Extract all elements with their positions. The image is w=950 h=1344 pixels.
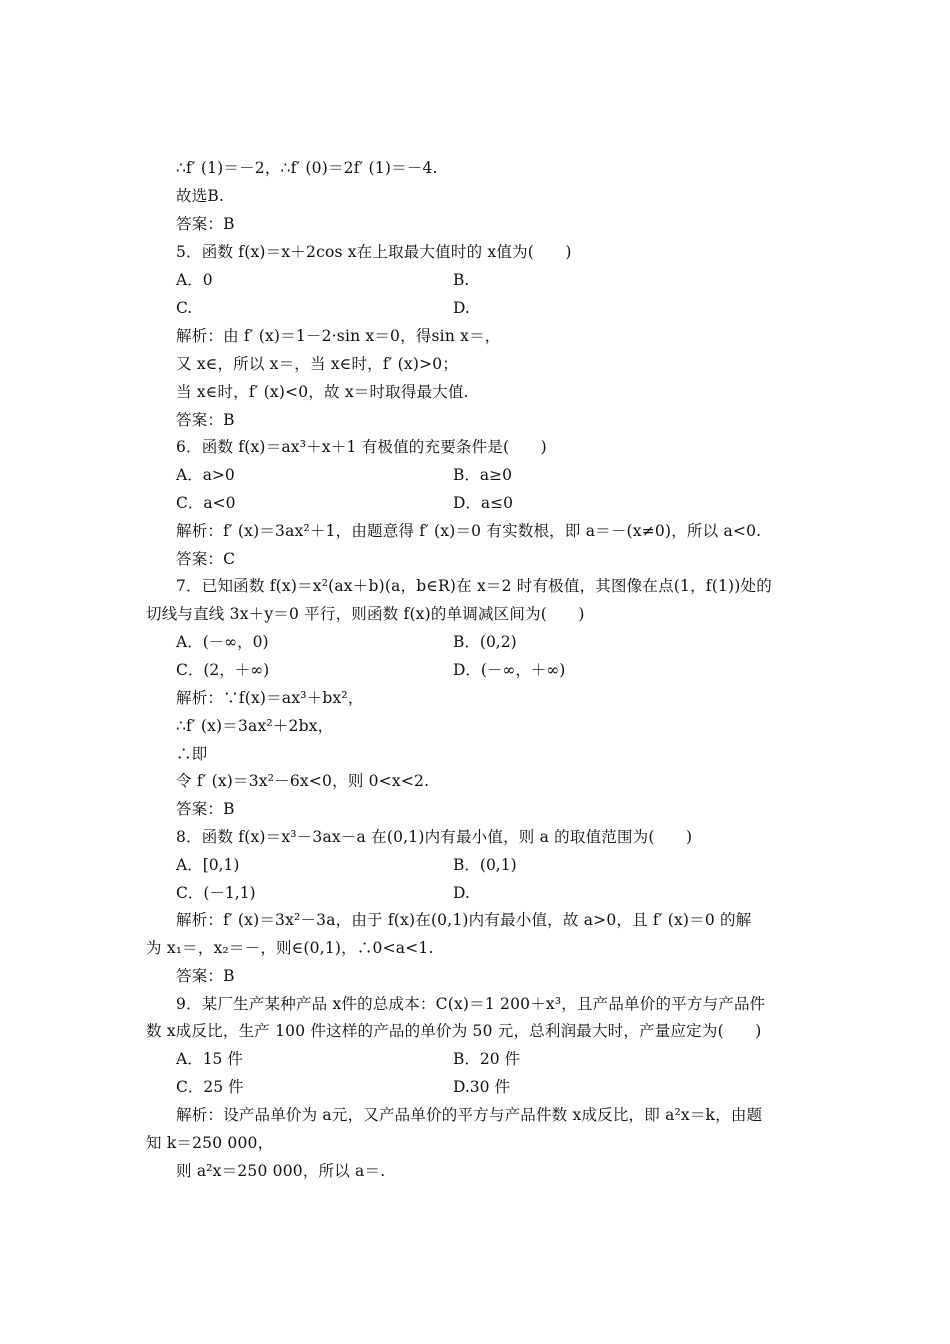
question-8: 8．函数 f(x)＝x³－3ax－a 在(0,1)内有最小值，则 a 的取值范围为( ) [176, 828, 693, 846]
solution-line: 解析：由 f′ (x)＝1－2·sin x＝0，得sin x＝， [176, 327, 501, 345]
option-c: C. [176, 299, 193, 317]
solution-line: 当 x∈时，f′ (x)<0，故 x＝时取得最大值. [176, 383, 469, 401]
question-9-continued: 数 x成反比，生产 100 件这样的产品的单价为 50 元，总利润最大时，产量应定为( ) [146, 1022, 762, 1040]
option-d: D.30 件 [453, 1078, 510, 1096]
option-a: A．(－∞，0) [176, 633, 269, 651]
solution-line: ∴即 [176, 745, 208, 763]
option-c: C．a<0 [176, 494, 236, 512]
question-7: 7．已知函数 f(x)＝x²(ax＋b)(a，b∈R)在 x＝2 时有极值，其图像在点(1，f(1))处的 [176, 577, 772, 595]
option-b: B．(0,1) [453, 856, 517, 874]
option-b: B．20 件 [453, 1050, 521, 1068]
answer-line: 答案：B [176, 967, 235, 985]
option-c: C．(2，＋∞) [176, 661, 270, 679]
option-b: B. [453, 271, 470, 289]
option-b: B．(0,2) [453, 633, 517, 651]
solution-line: 又 x∈，所以 x＝，当 x∈时，f′ (x)>0； [176, 355, 459, 373]
option-c: C．(－1,1) [176, 884, 256, 902]
option-a: A．a>0 [176, 466, 235, 484]
solution-line: 解析：f′ (x)＝3x²－3a，由于 f(x)在(0,1)内有最小值，故 a>0，且 f′ (x)＝0 的解 [176, 911, 752, 929]
answer-line: 答案：B [176, 800, 235, 818]
option-a: A．15 件 [176, 1050, 243, 1068]
option-a: A．[0,1) [176, 856, 240, 874]
solution-line: 为 x₁＝，x₂＝－，则∈(0,1)，∴0<a<1. [146, 939, 434, 957]
option-d: D. [453, 299, 470, 317]
text-line: ∴f′ (1)＝－2，∴f′ (0)＝2f′ (1)＝－4. [176, 159, 438, 177]
text-line: 故选B. [176, 187, 225, 205]
solution-line: ∴f′ (x)＝3ax²＋2bx， [176, 717, 334, 735]
answer-line: 答案：B [176, 411, 235, 429]
question-5: 5．函数 f(x)＝x＋2cos x在上取最大值时的 x值为( ) [176, 243, 572, 261]
option-d: D. [453, 884, 470, 902]
solution-line: 解析：∵f(x)＝ax³＋bx²， [176, 689, 364, 707]
solution-line: 解析：设产品单价为 a元，又产品单价的平方与产品件数 x成反比，即 a²x＝k，由题 [176, 1106, 763, 1124]
solution-line: 令 f′ (x)＝3x²－6x<0，则 0<x<2. [176, 772, 430, 790]
option-c: C．25 件 [176, 1078, 244, 1096]
solution-line: 则 a²x＝250 000，所以 a＝. [176, 1162, 386, 1180]
option-a: A．0 [176, 271, 213, 289]
option-d: D．(－∞，＋∞) [453, 661, 566, 679]
option-b: B．a≥0 [453, 466, 512, 484]
option-d: D．a≤0 [453, 494, 514, 512]
answer-line: 答案：B [176, 215, 235, 233]
solution-line: 解析：f′ (x)＝3ax²＋1，由题意得 f′ (x)＝0 有实数根，即 a＝－(x≠0)，所以 a<0. [176, 522, 762, 540]
question-6: 6．函数 f(x)＝ax³＋x＋1 有极值的充要条件是( ) [176, 438, 547, 456]
answer-line: 答案：C [176, 550, 236, 568]
question-7-continued: 切线与直线 3x＋y＝0 平行，则函数 f(x)的单调减区间为( ) [146, 605, 585, 623]
solution-line: 知 k＝250 000， [146, 1134, 274, 1152]
question-9: 9．某厂生产某种产品 x件的总成本：C(x)＝1 200＋x³，且产品单价的平方与产品件 [176, 995, 766, 1013]
